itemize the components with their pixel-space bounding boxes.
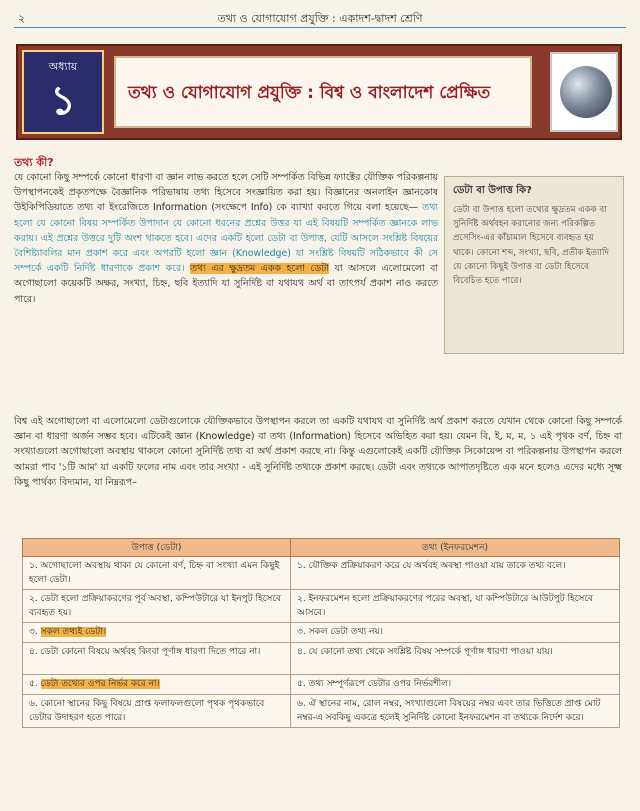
- chapter-number: ১: [50, 78, 76, 124]
- table-cell-data: [23, 675, 291, 695]
- intro-paragraph: [14, 170, 438, 307]
- table-cell-information: ৩. সকল ডেটা তথ্য নয়।: [291, 623, 620, 643]
- table-cell-data: ৪. ডেটা কোনো বিষয়ে অর্থবহ কিংবা পূর্ণাঙ্গ ধারণা দিতে পারে না।: [23, 643, 291, 675]
- table-cell-data: ২. ডেটা হলো প্রক্রিয়াকরণের পূর্ব অবস্থা, কম্পিউটারে যা ইনপুট হিসেবে ব্যবহৃত হয়।: [23, 590, 291, 623]
- globe-illustration: [550, 52, 618, 132]
- table-row: [23, 557, 620, 590]
- table-row: [23, 695, 620, 728]
- table-cell-information: ৪. যে কোনো তথ্য থেকে সংশ্লিষ্ট বিষয় সম্পর্কে পূর্ণাঙ্গ ধারণা পাওয়া যায়।: [291, 643, 620, 675]
- running-title: তথ্য ও যোগাযোগ প্রযুক্তি : একাদশ-দ্বাদশ শ্রেণি: [217, 12, 423, 25]
- table-cell-information: ৬. ঐ স্থানের নাম, রোল নম্বর, সংখ্যাগুলো বিষয়ের নম্বর এবং তার ভিত্তিতে প্রাপ্ত মোট নম্বর-এ সবকিছু একত্রে হলেই সুনির্দিষ্ট কোনো ইনফরমেশন বা তথ্যকে নির্দেশ করে।: [291, 695, 620, 728]
- row-prefix: ৩.: [29, 627, 41, 637]
- table-cell-data: ১. অগোছালো অবস্থায় থাকা যে কোনো বর্ণ, চিহ্ন বা সংখ্যা এমন কিছুই হলো ডেটা।: [23, 557, 291, 590]
- page-number: ২: [18, 12, 26, 25]
- chapter-title: তথ্য ও যোগাযোগ প্রযুক্তি : বিশ্ব ও বাংলাদেশ প্রেক্ষিত: [128, 83, 491, 103]
- table-cell-information: ১. যৌক্তিক প্রক্রিয়াকরণ করে যে অর্থবহ অবস্থা পাওয়া যায় তাকে তথ্য বলে।: [291, 557, 620, 590]
- running-header: [14, 8, 626, 28]
- globe-icon: [560, 66, 612, 118]
- row-prefix: ৫.: [29, 679, 41, 689]
- table-cell-information: ২. ইনফরমেশন হলো প্রক্রিয়াকরণের পরের অবস্থা, যা কম্পিউটারে আউটপুট হিসেবে আসবে।: [291, 590, 620, 623]
- body-paragraph: বিশ্ব এই অগোছালো বা এলোমেলো ডেটাগুলোকে যৌক্তিকভাবে উপস্থাপন করলে তা একটি যথাযথ বা সুনির্দিষ্ট অর্থ প্রকাশ করতে যেখান থেকে কোনো কিছু সম্পর্কে জ্ঞান বা ধারণা অর্জন সম্ভব হবে। এটিকেই জ্ঞান (Knowledge) বা তথ্য (Information) হিসেবে অভিহিত করা হয়। যেমন বি, ই, ম, ম, ১ এই পৃথক বর্ণ, চিহ্ন বা সংখ্যাগুলো অগোছালো অবস্থায় থাকলে কোনো সুনির্দিষ্ট তথ্য বা অর্থ প্রকাশ করছে না। কিন্তু এগুলোকেই একটি যৌক্তিক সিকোয়েন্স বা পরিকল্পনায় উপস্থাপন করলে আমরা পাব '১টি আম' যা একটি ফলের নাম এবং তার সংখ্যা - এই সুনির্দিষ্ট তথ্যকে প্রকাশ করছে। ডেটা এবং তথ্যকে আপাতদৃষ্টিতে এক মনে হলেও এদের মধ্যে সূক্ষ্ম কিছু পার্থক্য বিদ্যমান, যা নিম্নরূপ–: [14, 416, 622, 488]
- chapter-title-box: [114, 56, 532, 128]
- table-cell-data: [23, 623, 291, 643]
- chapter-label: অধ্যায়: [48, 60, 78, 73]
- intro-text-a: যে কোনো কিছু সম্পর্কে কোনো ধারণা বা জ্ঞান লাভ করতে হলে সেটি সম্পর্কিত বিভিন্ন ফ্যাক্টের যৌক্তিক পরিকল্পনায় উপস্থাপনকেই প্রকৃতপক্ষে বৈজ্ঞানিক পরিভাষায় তথ্য হিসেবে সংজ্ঞায়িত করা হয়। বিজ্ঞানের অনলাইন জ্ঞানকোষ উইকিপিডিয়াতে তথ্য বা ইংরেজিতে Information (সংক্ষেপে Info) কে ব্যাখ্যা করতে গিয়ে বলা হয়েছে—: [14, 172, 438, 214]
- table-row: [23, 623, 620, 643]
- table-row: [23, 643, 620, 675]
- intro-text-highlighted: তথ্য হলো যে কোনো বিষয় সম্পর্কিত উপাদান যে কোনো ধরনের প্রশ্নের উত্তর যা এই বিষয়টি সম্পর্কিত জ্ঞানকে লাভ করায়। এই প্রশ্নের উত্তরে দুটি অংশ থাকতে হবে। এদের একটি হলো ডেটা বা উপাত্ত, যেটি আসলে সংশ্লিষ্ট বিষয়ের বৈশিষ্ট্যাবলির মান প্রকাশ করে এবং অপরটি হলো জ্ঞান (Knowledge) যা সংশ্লিষ্ট বিষয়টি সঠিকভাবে কী সে সম্পর্কে একটি নির্দিষ্ট ধারণাকে প্রকাশ করে।: [14, 202, 438, 275]
- highlighted-text: সকল তথ্যই ডেটা।: [40, 627, 107, 637]
- table-cell-information: ৫. তথ্য সম্পূর্ণরূপে ডেটার ওপর নির্ভরশীল।: [291, 675, 620, 695]
- table-header-data: উপাত্ত (ডেটা): [23, 539, 291, 557]
- chapter-banner: [16, 44, 622, 140]
- sidebar-body: ডেটা বা উপাত্ত হলো তথ্যের ক্ষুদ্রতম একক বা সুনির্দিষ্ট অর্থবহন করানোর জন্য পরিকল্পিত প্রসেসিং-এর কাঁচামাল হিসেবে ব্যবহৃত হয় থাকে। কোনো শব্দ, সংখ্যা, ছবি, প্রতীক ইত্যাদি যে কোনো কিছুই উপাত্ত বা ডেটা হিসেবে বিবেচিত হতে পারে।: [453, 205, 610, 287]
- sidebar-heading: ডেটা বা উপাত্ত কি?: [453, 185, 532, 196]
- table-row: [23, 675, 620, 695]
- sidebar-note: [444, 176, 624, 354]
- highlighted-text: ডেটা তথ্যের ওপর নির্ভর করে না।: [40, 679, 160, 689]
- intro-text-d: যা আসলে এলোমেলো বা অগোছালো কয়েকটি অক্ষর, সংখ্যা, চিহ্ন, ছবি ইত্যাদি যা সুনির্দিষ্ট বা যথাযথ অর্থ বা তাৎপর্য প্রকাশ নাও করতে পারে।: [14, 263, 439, 305]
- table-header-information: তথ্য (ইনফরমেশন): [291, 539, 620, 557]
- intro-text-key-point: তথ্য এর ক্ষুদ্রতম একক হলো ডেটা: [190, 263, 329, 275]
- data-vs-information-table: [22, 538, 620, 728]
- chapter-number-box: [22, 50, 104, 134]
- table-cell-data: ৬. কোনো স্থানের কিছু বিষয়ে প্রাপ্ত ফলাফলগুলো পৃথক পৃথকভাবে ডেটার উদাহরণ হতে পারে।: [23, 695, 291, 728]
- table-row: [23, 590, 620, 623]
- section-heading: তথ্য কী?: [14, 156, 54, 169]
